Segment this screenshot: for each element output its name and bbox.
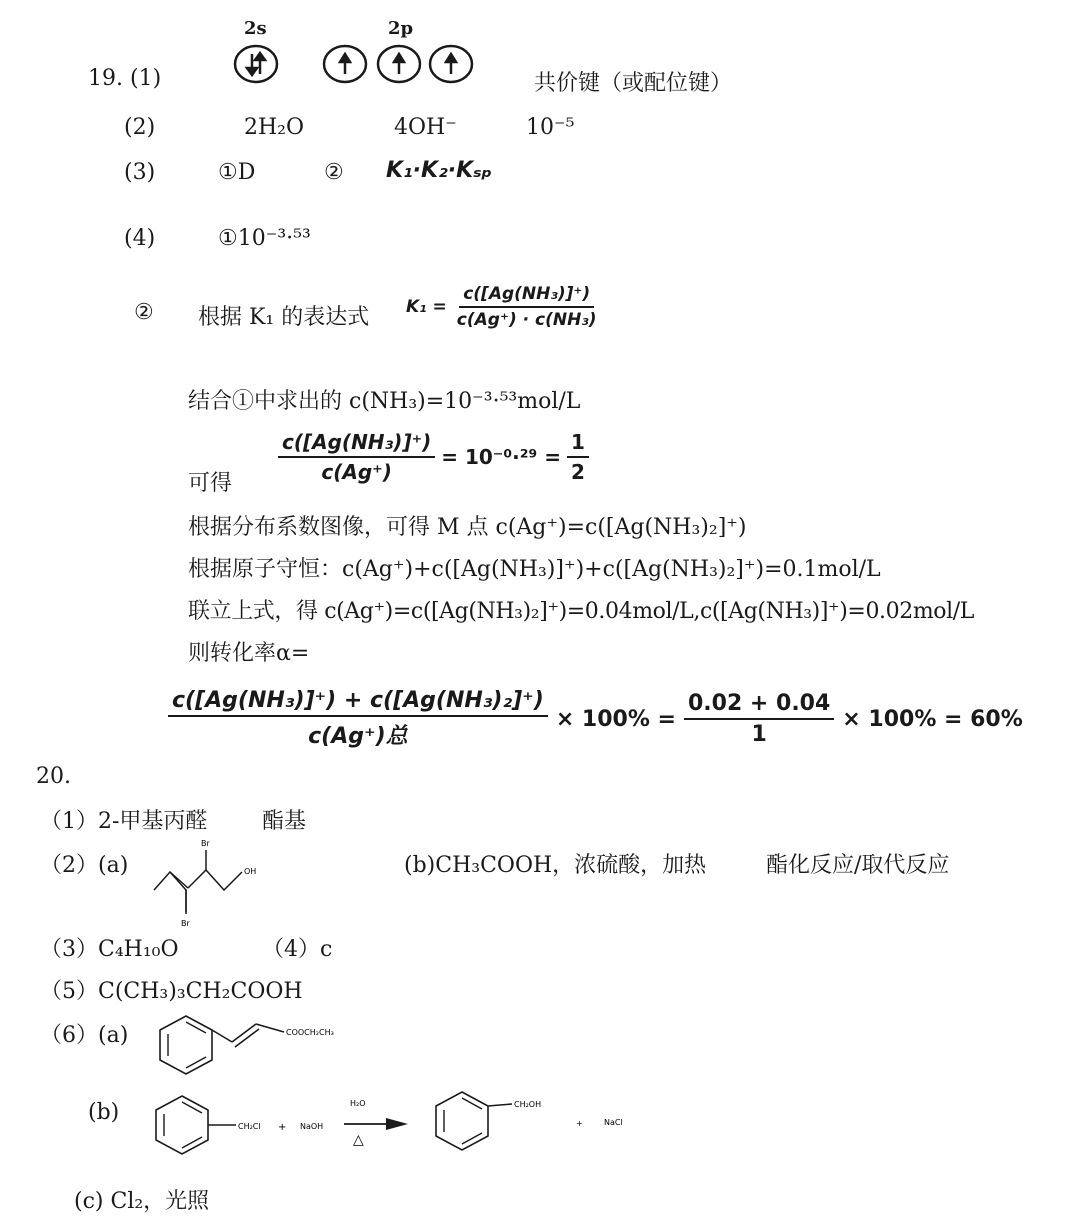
final-expression	[168, 688, 1023, 750]
q19-p2-a1: 2H₂O	[244, 115, 305, 140]
ratio-rhs: = 10⁻⁰·²⁹ =	[441, 445, 562, 469]
final-end: × 100% = 60%	[842, 706, 1023, 732]
final-numerator: c([Ag(NH₃)]⁺) + c([Ag(NH₃)₂]⁺)	[168, 688, 548, 717]
plus-sign: +	[278, 1122, 287, 1133]
q20-p1-answer: 酯基	[262, 809, 307, 834]
k1-fraction	[453, 284, 601, 330]
k1-expression	[406, 284, 601, 330]
product-substituent: CH₂OH	[514, 1100, 542, 1109]
q20-p2-b: (b)CH₃COOH，浓硫酸，加热	[404, 853, 707, 878]
naoh-label: NaOH	[300, 1122, 324, 1131]
q20-p5: （5）C(CH₃)₃CH₂COOH	[40, 979, 303, 1004]
k1-numerator: c([Ag(NH₃)]⁺)	[459, 284, 594, 308]
q20-number: 20.	[36, 764, 71, 789]
q19-p3-a2-mark: ②	[324, 160, 344, 185]
orbital-2s-circle	[235, 46, 277, 82]
line-conservation: 根据原子守恒：c(Ag⁺)+c([Ag(NH₃)]⁺)+c([Ag(NH₃)₂]⁺)=0.1mol/L	[188, 557, 881, 582]
q19-p1-answer: 共价键（或配位键）	[534, 71, 733, 96]
orbital-2p-label: 2p	[388, 18, 414, 39]
kede-label: 可得	[188, 471, 233, 496]
line-solution: 联立上式，得 c(Ag⁺)=c([Ag(NH₃)₂]⁺)=0.04mol/L,c([Ag(NH₃)]⁺)=0.02mol/L	[188, 599, 974, 624]
single-electron-arrows-icon	[340, 54, 456, 74]
q19-p2-label: (2)	[124, 115, 156, 140]
final-mid: × 100% =	[555, 706, 676, 732]
k1-lhs: K₁ =	[406, 297, 447, 317]
arrow-condition-bottom: △	[353, 1132, 364, 1148]
ratio-fraction	[278, 430, 435, 484]
q19-p4-a1: ①10⁻³·⁵³	[218, 226, 311, 251]
k1-intro: 根据 K₁ 的表达式	[198, 305, 370, 330]
q20-p2-label: （2）(a)	[40, 853, 129, 878]
struct-br-bottom: Br	[181, 919, 190, 928]
ratio-expression	[278, 430, 589, 484]
ratio-numerator: c([Ag(NH₃)]⁺)	[278, 430, 435, 458]
final-fraction	[168, 688, 548, 750]
reaction-scheme	[150, 1088, 670, 1168]
plus-sign-2: +	[576, 1119, 583, 1128]
reactant-substituent: CH₂Cl	[238, 1122, 261, 1131]
q19-p1-label: (1)	[130, 66, 162, 91]
line-conversion: 则转化率α=	[188, 641, 310, 666]
q19-number: 19.	[88, 66, 123, 91]
q19-p3-a1: ①D	[218, 160, 256, 185]
q19-p2-a2: 4OH⁻	[394, 115, 457, 140]
q19-p4-label: (4)	[124, 226, 156, 251]
ester-substituent: COOCH₂CH₃	[286, 1028, 334, 1037]
q20-p1-label: （1）2-甲基丙醛	[40, 809, 208, 834]
half-numerator: 1	[567, 430, 589, 458]
final-numerator-2: 0.02 + 0.04	[684, 691, 834, 720]
struct-br-top: Br	[201, 839, 210, 848]
q19-p2-a3: 10⁻⁵	[526, 115, 575, 140]
final-fraction-2	[684, 691, 834, 747]
final-denominator-2: 1	[751, 722, 767, 747]
half-fraction	[567, 430, 589, 484]
k1-denominator: c(Ag⁺) · c(NH₃)	[456, 310, 597, 330]
q20-p2-type: 酯化反应/取代反应	[766, 853, 950, 878]
q19-p3-a2: K₁·K₂·Kₛₚ	[386, 158, 493, 183]
half-denominator: 2	[571, 460, 585, 484]
dibromo-alcohol-structure	[148, 832, 288, 932]
final-denominator: c(Ag⁺)总	[308, 724, 408, 749]
q20-p6-label: （6）(a)	[40, 1023, 129, 1048]
q20-p6-c: (c) Cl₂，光照	[74, 1189, 210, 1214]
paired-electron-arrows-icon	[247, 53, 265, 75]
struct-oh: OH	[244, 867, 257, 876]
ratio-denominator: c(Ag⁺)	[321, 460, 392, 484]
nacl-label: NaCl	[604, 1118, 623, 1127]
q19-p4-a2-mark: ②	[134, 300, 154, 325]
q20-p3: （3）C₄H₁₀O	[40, 937, 179, 962]
reaction-arrow-head-icon	[386, 1118, 408, 1130]
q20-p4: （4）c	[262, 937, 333, 962]
arrow-condition-top: H₂O	[350, 1099, 366, 1108]
line-combine: 结合①中求出的 c(NH₃)=10⁻³·⁵³mol/L	[188, 389, 581, 414]
orbital-diagram	[225, 40, 485, 90]
q20-p6-b-label: (b)	[88, 1100, 120, 1125]
ethyl-cinnamate-structure	[156, 1008, 396, 1088]
line-distribution: 根据分布系数图像，可得 M 点 c(Ag⁺)=c([Ag(NH₃)₂]⁺)	[188, 515, 747, 540]
q19-p3-label: (3)	[124, 160, 156, 185]
orbital-2s-label: 2s	[244, 18, 267, 39]
